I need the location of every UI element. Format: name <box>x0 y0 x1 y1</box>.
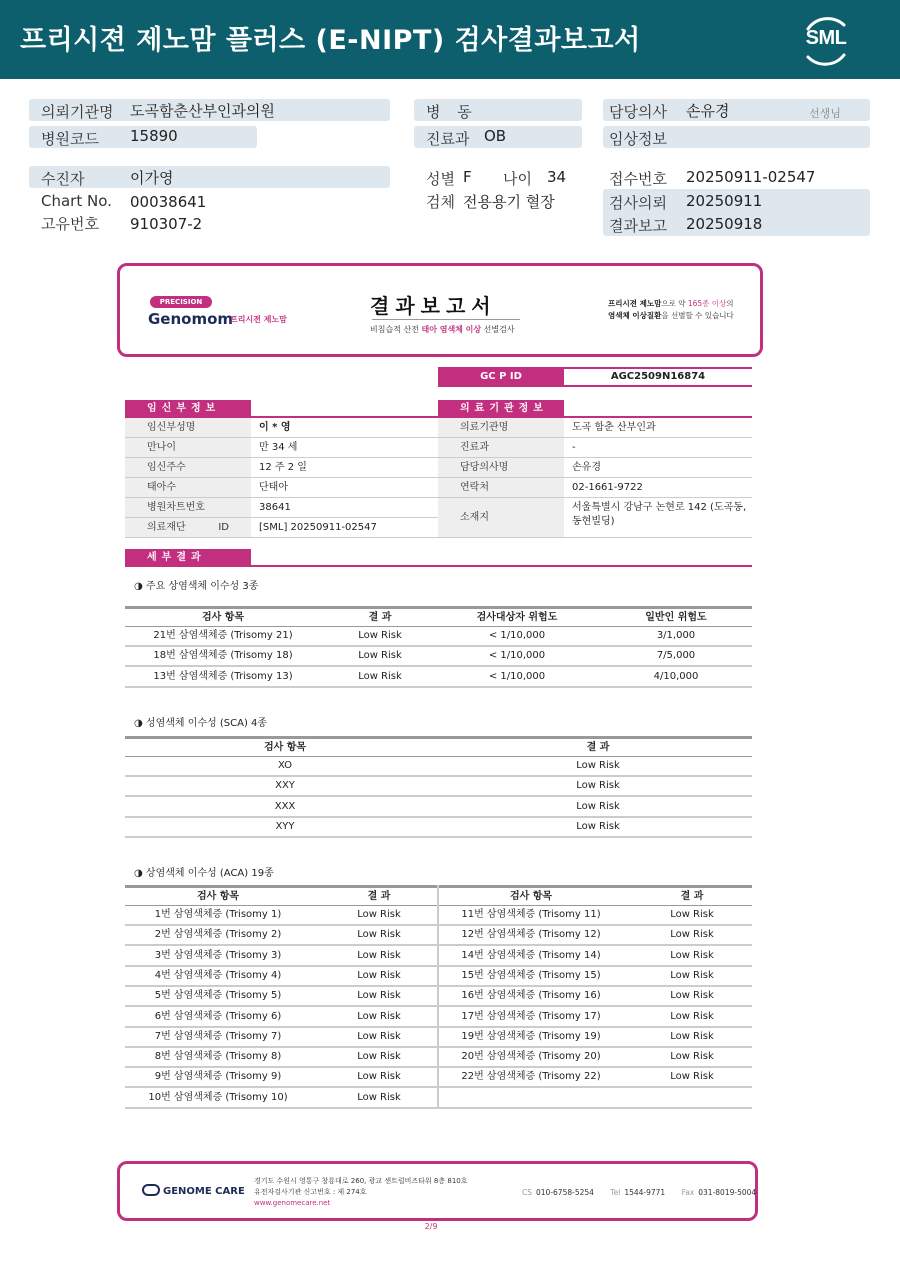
table-cell: Low Risk <box>670 990 714 1002</box>
table-cell: Low Risk <box>670 1051 714 1063</box>
tagline-part-e: 을 선별할 수 있습니다 <box>661 311 734 320</box>
info-row-value: 12 주 2 일 <box>259 462 307 473</box>
info-row <box>438 458 752 478</box>
tel-value: 1544-9771 <box>624 1188 666 1197</box>
fax-value: 031-8019-5004 <box>698 1188 757 1197</box>
table-header <box>125 736 752 757</box>
table-cell: Low Risk <box>357 1071 401 1083</box>
precision-badge: PRECISION <box>150 296 212 308</box>
table-cell: 19번 삼염색체증 (Trisomy 19) <box>461 1030 601 1042</box>
clinical-label: 임상정보 <box>609 130 667 148</box>
table-cell: Low Risk <box>357 969 401 981</box>
table-cell: Low Risk <box>357 1010 401 1022</box>
table-cell: XYY <box>275 820 295 832</box>
sex-value: F <box>463 168 472 186</box>
info-row <box>125 478 438 498</box>
genomom-subtitle: 프리시젼 제노맘 <box>230 315 287 324</box>
report-value: 20250918 <box>686 215 763 233</box>
info-row-value: 이 * 영 <box>259 422 291 433</box>
info-row-key: 담당의사명 <box>438 458 564 477</box>
table-header-cell: 검사 항목 <box>196 891 240 902</box>
table-cell: Low Risk <box>358 630 402 641</box>
dept-value: OB <box>484 127 507 145</box>
table-cell: Low Risk <box>670 949 714 961</box>
details-line <box>125 565 752 567</box>
table-cell: 14번 삼염색체증 (Trisomy 14) <box>461 949 601 961</box>
table-header-cell: 결 과 <box>586 742 610 753</box>
subtitle-part-b: 선별검사 <box>481 325 515 334</box>
footer-frame <box>117 1161 758 1221</box>
info-row-value: 만 34 세 <box>259 442 298 453</box>
info-row-value: 02-1661-9722 <box>572 482 643 493</box>
cs-label: CS <box>522 1188 532 1197</box>
table-cell: Low Risk <box>357 949 401 961</box>
table-cell: Low Risk <box>357 1051 401 1063</box>
table-cell: 7/5,000 <box>656 650 696 662</box>
tagline-brand: 프리시젼 제노맘 <box>608 299 662 308</box>
info-row-key: 임신부성명 <box>125 418 251 437</box>
doctor-label: 담당의사 <box>609 103 667 121</box>
table-column-divider <box>437 885 439 1109</box>
table-cell: Low Risk <box>357 909 401 920</box>
report-header-frame <box>117 263 763 357</box>
report-label: 결과보고 <box>609 217 667 235</box>
table-cell: Low Risk <box>576 780 620 792</box>
info-row-value: 도곡 함춘 산부인과 <box>572 422 656 433</box>
sml-logo-text: SML <box>805 27 847 49</box>
info-row-key: 병원차트번호 <box>125 498 251 517</box>
major-heading: ◑ 주요 상염색체 이수성 3종 <box>134 581 259 592</box>
table-header-cell: 일반인 위험도 <box>645 612 707 623</box>
table-row <box>125 777 752 797</box>
sca-heading-text: 성염색체 이수성 (SCA) 4종 <box>145 718 268 729</box>
table-cell: 4/10,000 <box>653 670 699 682</box>
table-cell: XO <box>277 760 293 771</box>
table-cell: 8번 삼염색체증 (Trisomy 8) <box>154 1051 282 1063</box>
pregnant-info-title: 임신부정보 <box>125 400 251 418</box>
info-row <box>125 418 438 438</box>
table-cell: 3/1,000 <box>656 630 696 641</box>
table-cell: < 1/10,000 <box>488 630 546 641</box>
table-cell: 9번 삼염색체증 (Trisomy 9) <box>154 1071 282 1083</box>
genomecare-logo <box>142 1184 245 1197</box>
info-row-key: 소재지 <box>438 498 564 537</box>
details-title: 세부결과 <box>125 549 251 567</box>
table-cell: 22번 삼염색체증 (Trisomy 22) <box>461 1071 601 1083</box>
aca-heading: ◑ 상염색체 이수성 (ACA) 19종 <box>134 868 274 879</box>
chart-no-value: 00038641 <box>130 193 207 211</box>
table-row <box>125 668 752 688</box>
info-row <box>438 498 752 538</box>
dept-label: 진료과 <box>426 130 470 148</box>
report-title-underline <box>372 319 520 320</box>
info-row-value: - <box>572 442 576 453</box>
sml-logo <box>798 13 854 69</box>
info-row <box>125 498 438 518</box>
info-row <box>438 438 752 458</box>
info-row-key: 진료과 <box>438 438 564 457</box>
clinic-info-title: 의료기관정보 <box>438 400 564 418</box>
info-row-key: 임신주수 <box>125 458 251 477</box>
table-cell: Low Risk <box>670 1010 714 1022</box>
table-header-cell: 결 과 <box>680 891 704 902</box>
table-cell: Low Risk <box>357 990 401 1002</box>
info-row <box>125 438 438 458</box>
footer-website-link[interactable]: www.genomecare.net <box>254 1199 331 1207</box>
table-cell: 5번 삼염색체증 (Trisomy 5) <box>154 990 282 1002</box>
table-cell: XXX <box>274 800 296 812</box>
table-cell: 10번 삼염색체증 (Trisomy 10) <box>148 1091 288 1103</box>
report-tagline <box>608 298 734 322</box>
table-row <box>125 627 752 647</box>
age-value: 34 <box>547 168 567 186</box>
table-cell: 18번 삼염색체증 (Trisomy 18) <box>153 650 293 662</box>
info-row-key: 만나이 <box>125 438 251 457</box>
request-value: 20250911 <box>686 192 763 210</box>
table-cell: 13번 삼염색체증 (Trisomy 13) <box>153 670 293 682</box>
table-cell: 16번 삼염색체증 (Trisomy 16) <box>461 990 601 1002</box>
table-cell: Low Risk <box>357 929 401 941</box>
doctor-suffix: 선생님 <box>809 107 841 120</box>
info-row-value: 손유경 <box>572 462 601 473</box>
table-header-cell: 검사 항목 <box>201 612 245 623</box>
info-row-key: 의료재단 ID <box>125 518 251 537</box>
table-cell: 15번 삼염색체증 (Trisomy 15) <box>461 969 601 981</box>
major-heading-text: 주요 상염색체 이수성 3종 <box>145 581 259 592</box>
tagline-part-c: 의 <box>726 299 734 308</box>
institution-label: 의뢰기관명 <box>41 103 114 121</box>
table-cell: XXY <box>275 780 295 792</box>
table-cell: 3번 삼염색체증 (Trisomy 3) <box>154 949 282 961</box>
tagline-part-d: 염색체 이상질환 <box>608 311 662 320</box>
info-row <box>438 478 752 498</box>
table-row <box>125 647 752 667</box>
table-cell: 12번 삼염색체증 (Trisomy 12) <box>461 929 601 941</box>
table-cell: < 1/10,000 <box>488 650 546 662</box>
genomom-logo: Genomom <box>148 310 234 328</box>
report-subtitle <box>370 324 515 335</box>
age-label: 나이 <box>503 170 532 188</box>
info-row-value: 38641 <box>259 502 291 513</box>
table-cell: Low Risk <box>358 670 402 682</box>
table-cell: 1번 삼염색체증 (Trisomy 1) <box>154 909 282 920</box>
fax-label: Fax <box>681 1188 695 1197</box>
table-cell: 6번 삼염색체증 (Trisomy 6) <box>154 1010 282 1022</box>
gcpid-value: AGC2509N16874 <box>564 367 752 387</box>
gcpid-label: GC P ID <box>438 367 564 387</box>
table-cell: Low Risk <box>670 969 714 981</box>
info-row-key: 의료기관명 <box>438 418 564 437</box>
table-cell: < 1/10,000 <box>488 670 546 682</box>
tagline-part-b: 으로 약 <box>661 299 688 308</box>
info-row-value: 서울특별시 강남구 논현로 142 (도곡동, 동현빌딩) <box>572 502 747 527</box>
table-cell: Low Risk <box>358 650 402 662</box>
subtitle-highlight: 태아 염색체 이상 <box>421 325 482 334</box>
sex-label: 성별 <box>426 170 455 188</box>
table-header-cell: 검사 항목 <box>263 742 307 753</box>
info-row <box>125 518 438 538</box>
info-row-key: 연락처 <box>438 478 564 497</box>
table-row <box>125 798 752 818</box>
table-cell: 11번 삼염색체증 (Trisomy 11) <box>461 909 601 920</box>
table-cell: 17번 삼염색체증 (Trisomy 17) <box>461 1010 601 1022</box>
footer-address <box>254 1176 468 1209</box>
page-title: 프리시젼 제노맘 플러스 (E-NIPT) 검사결과보고서 <box>20 25 641 56</box>
info-row <box>125 458 438 478</box>
report-title: 결과보고서 <box>370 294 497 318</box>
info-row-value: [SML] 20250911-02547 <box>259 522 377 533</box>
info-row-value: 단태아 <box>259 482 288 493</box>
table-cell: Low Risk <box>670 929 714 941</box>
table-cell: Low Risk <box>576 760 620 771</box>
patient-value: 이가영 <box>130 169 174 187</box>
receipt-label: 접수번호 <box>609 170 667 188</box>
footer-address-line2: 유전자검사기관 신고번호 : 제 274호 <box>254 1188 367 1196</box>
table-cell: Low Risk <box>357 1091 401 1103</box>
doctor-value: 손유경 <box>686 102 730 120</box>
table-cell: Low Risk <box>576 820 620 832</box>
table-header-cell: 검사대상자 위험도 <box>476 612 558 623</box>
hospital-code-label: 병원코드 <box>41 130 99 148</box>
table-cell: 7번 삼염색체증 (Trisomy 7) <box>154 1030 282 1042</box>
ward-label: 병 동 <box>426 103 478 121</box>
uid-label: 고유번호 <box>41 215 99 233</box>
table-header-cell: 결 과 <box>367 891 391 902</box>
table-cell: Low Risk <box>670 1030 714 1042</box>
table-row <box>125 818 752 838</box>
genomecare-mark-icon <box>142 1184 160 1196</box>
table-row <box>125 757 752 777</box>
genomecare-logo-text: GENOME CARE <box>163 1186 245 1197</box>
uid-value: 910307-2 <box>130 215 203 233</box>
table-cell: 20번 삼염색체증 (Trisomy 20) <box>461 1051 601 1063</box>
cs-value: 010-6758-5254 <box>536 1188 594 1197</box>
footer-contact <box>522 1188 770 1197</box>
table-cell: Low Risk <box>670 1071 714 1083</box>
table-cell: 21번 삼염색체증 (Trisomy 21) <box>153 630 293 641</box>
institution-value: 도곡함춘산부인과의원 <box>130 102 275 120</box>
sca-heading: ◑ 성염색체 이수성 (SCA) 4종 <box>134 718 268 729</box>
footer-address-line1: 경기도 수원시 영통구 창룡대로 260, 광교 센트럴비즈타워 8층 810호 <box>254 1177 468 1185</box>
patient-label: 수진자 <box>41 170 85 188</box>
tagline-highlight: 165종 이상 <box>687 299 727 308</box>
page-header <box>0 0 900 79</box>
table-cell: Low Risk <box>357 1030 401 1042</box>
table-cell: 2번 삼염색체증 (Trisomy 2) <box>154 929 282 941</box>
tel-label: Tel <box>610 1188 621 1197</box>
chart-no-label: Chart No. <box>41 192 112 210</box>
table-cell: Low Risk <box>576 800 620 812</box>
specimen-label: 검체 <box>426 193 455 211</box>
info-row <box>438 418 752 438</box>
table-header-cell: 결 과 <box>368 612 392 623</box>
hospital-code-value: 15890 <box>130 127 178 145</box>
specimen-value: 전용용기 혈장 <box>463 193 555 211</box>
subtitle-part-a: 비침습적 산전 <box>370 325 422 334</box>
page-number: 2/9 <box>424 1222 438 1231</box>
info-row-key: 태아수 <box>125 478 251 497</box>
table-header-cell: 검사 항목 <box>509 891 553 902</box>
table-header <box>125 606 752 627</box>
aca-heading-text: 상염색체 이수성 (ACA) 19종 <box>145 868 274 879</box>
table-cell: 4번 삼염색체증 (Trisomy 4) <box>154 969 282 981</box>
receipt-value: 20250911-02547 <box>686 168 816 186</box>
table-cell: Low Risk <box>670 909 714 920</box>
request-label: 검사의뢰 <box>609 194 667 212</box>
